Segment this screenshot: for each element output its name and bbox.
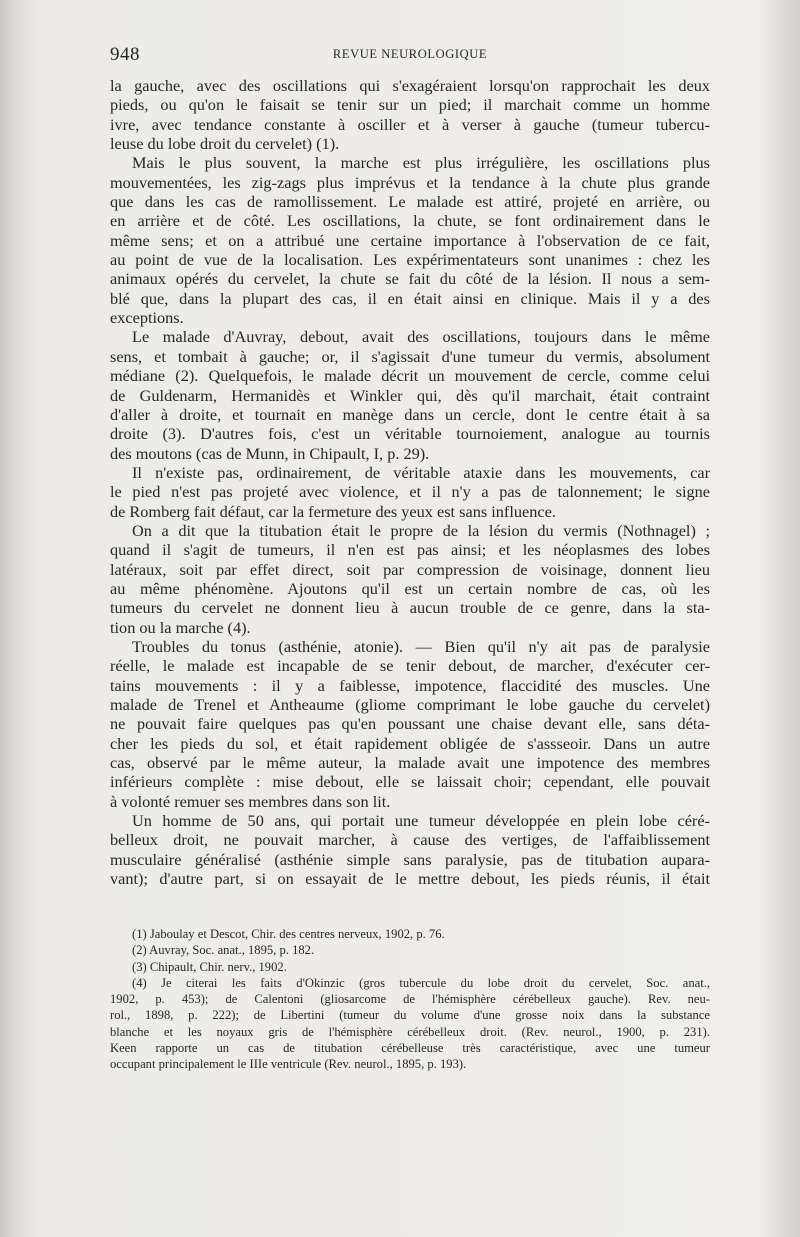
text-line: quand il s'agit de tumeurs, il n'en est pas ainsi; et les néoplasmes des lobes <box>110 540 710 560</box>
text-line: de Romberg fait défaut, car la fermeture des yeux est sans influence. <box>110 501 556 521</box>
text-line: à volonté remuer ses membres dans son lit. <box>110 791 391 811</box>
text-line: musculaire généralisé (asthénie simple sans paralysie, pas de titubation aupara- <box>110 849 710 869</box>
text-line: tains mouvements : il y a faiblesse, impotence, flaccidité des muscles. Une <box>110 675 710 695</box>
text-line: animaux opérés du cervelet, la chute se fait du côté de la lésion. Il nous a sem- <box>110 269 710 289</box>
text-line: même sens; et on a attribué une certaine importance à l'observation de ce fait, <box>110 230 710 250</box>
text-line: tumeurs du cervelet ne donnent lieu à aucun trouble de ce genre, dans la sta- <box>110 598 710 618</box>
text-line: ivre, avec tendance constante à osciller et à verser à gauche (tumeur tubercu- <box>110 114 710 134</box>
text-line: tion ou la marche (4). <box>110 617 251 637</box>
text-line: exceptions. <box>110 308 184 328</box>
footnote-line: (1) Jaboulay et Descot, Chir. des centres nerveux, 1902, p. 76. <box>132 927 445 941</box>
footnote-line: blanche et les noyaux gris de l'hémisphère cérébelleux droit. (Rev. neurol., 1900, p. 231). <box>110 1024 710 1039</box>
page-number: 948 <box>110 44 140 65</box>
text-line: blé que, dans la plupart des cas, il en était ainsi en clinique. Mais il y a des <box>110 288 710 308</box>
text-line: cas, observé par le même auteur, la malade avait une impotence des membres <box>110 753 710 773</box>
text-line: le pied n'est pas projeté avec violence, et il n'y a pas de talonnement; le signe <box>110 482 710 502</box>
text-line: Troubles du tonus (asthénie, atonie). — Bien qu'il n'y ait pas de paralysie <box>132 636 710 656</box>
page-header <box>110 44 710 64</box>
text-line: la gauche, avec des oscillations qui s'exagéraient lorsqu'on rapprochait les deux <box>110 76 710 95</box>
text-line: droite (3). D'autres fois, c'est un véritable tournoiement, analogue au tournis <box>110 424 710 444</box>
text-line: On a dit que la titubation était le propre de la lésion du vermis (Nothnagel) ; <box>132 520 710 540</box>
text-line: mouvementées, les zig-zags plus imprévus et la tendance à la chute plus grande <box>110 172 710 192</box>
footnote-line: (4) Je citerai les faits d'Okinzic (gros tubercule du lobe droit du cervelet, Soc. anat., <box>132 975 710 990</box>
footnote-line: (3) Chipault, Chir. nerv., 1902. <box>132 959 287 974</box>
text-line: médiane (2). Quelquefois, le malade décrit un mouvement de cercle, comme celui <box>110 366 710 386</box>
footnote-line: (2) Auvray, Soc. anat., 1895, p. 182. <box>132 943 315 958</box>
text-line: cher les pieds du sol, et était rapidement obligée de s'assseoir. Dans un autre <box>110 733 710 753</box>
text-line: malade de Trenel et Antheaume (gliome comprimant le lobe gauche du cervelet) <box>110 695 710 714</box>
text-line: belleux droit, ne pouvait marcher, à cause des vertiges, de l'affaiblissement <box>110 830 710 850</box>
footnote-line: rol., 1898, p. 222); de Libertini (tumeur du volume d'une grosse noix dans la substance <box>110 1008 710 1023</box>
text-line: réelle, le malade est incapable de se tenir debout, de marcher, d'exécuter cer- <box>110 656 710 676</box>
text-line: des moutons (cas de Munn, in Chipault, I, p. 29). <box>110 443 430 463</box>
text-line: leuse du lobe droit du cervelet) (1). <box>110 134 340 154</box>
running-head: REVUE NEUROLOGIQUE <box>332 47 488 61</box>
text-line: Il n'existe pas, ordinairement, de véritable ataxie dans les mouvements, car <box>132 462 710 482</box>
text-line: sens, et tombait à gauche; or, il s'agissait d'une tumeur du vermis, absolument <box>110 346 710 366</box>
body-text <box>110 76 710 888</box>
text-line: Le malade d'Auvray, debout, avait des oscillations, toujours dans le même <box>132 327 710 347</box>
text-line: inférieurs complète : mise debout, elle se laissait choir; cependant, elle pouvait <box>110 772 710 792</box>
text-line: Un homme de 50 ans, qui portait une tumeur développée en plein lobe céré- <box>132 811 710 831</box>
text-line: en arrière et de côté. Les oscillations, la chute, se font ordinairement dans le <box>110 211 710 231</box>
footnote-line: occupant principalement le IIIe ventricule (Rev. neurol., 1895, p. 193). <box>110 1057 467 1072</box>
text-line: Mais le plus souvent, la marche est plus irrégulière, les oscillations plus <box>132 153 710 173</box>
text-line: latéraux, soit par effet direct, soit par compression de voisinage, donnent lieu <box>110 559 710 579</box>
text-line: que dans les cas de ramollissement. Le malade est attiré, projeté en arrière, ou <box>110 192 710 212</box>
text-line: pieds, ou qu'on le faisait se tenir sur un pied; il marchait comme un homme <box>110 95 710 115</box>
footnote-line: 1902, p. 453); de Calentoni (gliosarcome de l'hémisphère cérébelleux gauche). Rev. neu- <box>110 992 710 1007</box>
text-line: au point de vue de la localisation. Les expérimentateurs sont unanimes : chez les <box>110 250 710 270</box>
footnotes <box>110 926 710 1073</box>
footnote-line: Keen rapporte un cas de titubation cérébelleuse très caractéristique, avec une tumeur <box>110 1041 710 1056</box>
text-line: ne pouvait faire quelques pas qu'en poussant une chaise devant elle, sans déta- <box>110 714 710 734</box>
text-line: vant); d'autre part, si on essayait de le mettre debout, les pieds réunis, il était <box>110 869 710 889</box>
text-line: de Guldenarm, Hermanidès et Winkler qui, dès qu'il marchait, était contraint <box>110 385 710 405</box>
text-line: d'aller à droite, et tournait en manège dans un cercle, dont le centre était à sa <box>110 404 710 424</box>
text-line: au même phénomène. Ajoutons qu'il est un certain nombre de cas, où les <box>110 578 710 598</box>
